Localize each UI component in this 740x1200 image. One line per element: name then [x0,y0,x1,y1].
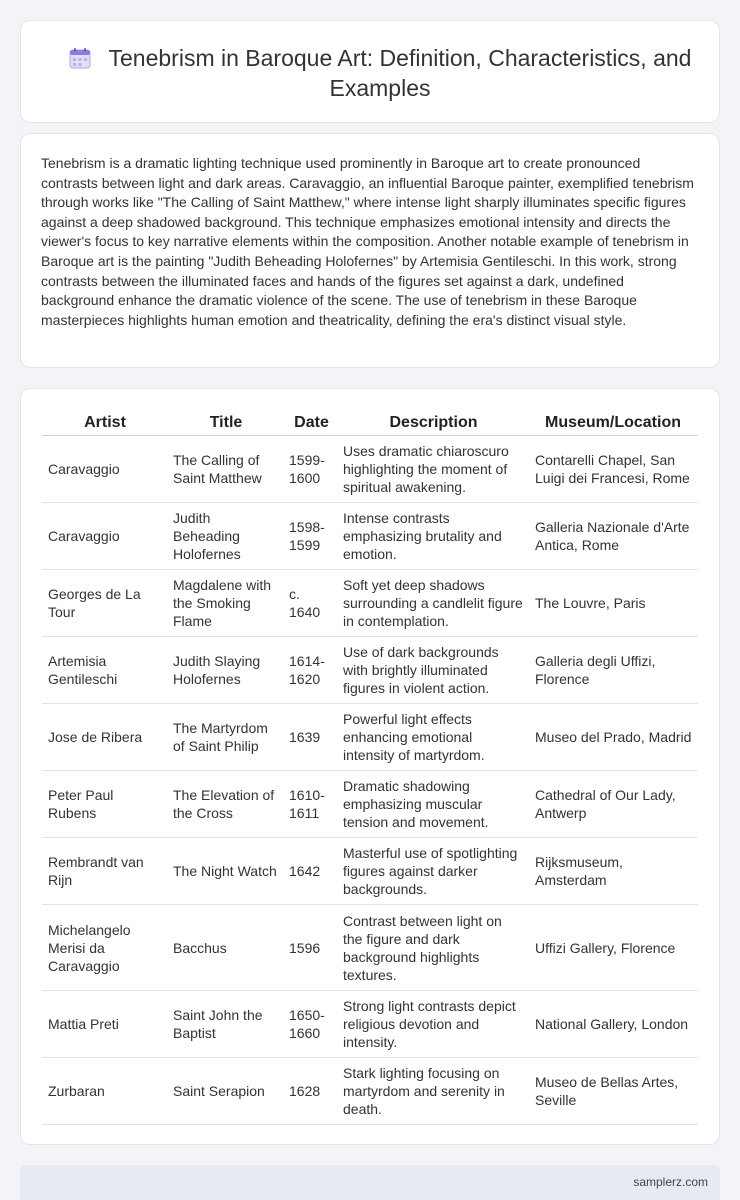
calendar-icon [69,47,91,69]
cell-museum: Contarelli Chapel, San Luigi dei Francesi, Rome [528,436,698,503]
artworks-table [42,411,698,1125]
cell-date: 1639 [284,704,339,771]
cell-date: 1628 [284,1058,339,1125]
cell-date: 1599-1600 [284,436,339,503]
cell-description: Powerful light effects enhancing emotional intensity of martyrdom. [339,704,528,771]
cell-artist: Zurbaran [42,1058,168,1125]
cell-museum: Cathedral of Our Lady, Antwerp [528,771,698,838]
cell-title: The Martyrdom of Saint Philip [168,704,284,771]
table-row [42,1058,698,1125]
page-title-wrap [61,43,699,103]
cell-artist: Peter Paul Rubens [42,771,168,838]
table-card [20,388,720,1145]
table-row [42,503,698,570]
intro-paragraph: Tenebrism is a dramatic lighting technique used prominently in Baroque art to create pronounced contrasts between light and dark areas. Caravaggio, an influential Baroque painter, exemplified tenebrism through works like "The Calling of Saint Matthew," where intense light sharply illuminates specific figures against a deep shadowed background. This technique emphasizes emotional intensity and directs the viewer's focus to key narrative elements within the composition. Another notable example of tenebrism in Baroque art is the painting "Judith Beheading Holofernes" by Artemisia Gentileschi. In this work, strong contrasts between the illuminated faces and hands of the figures set against a dark, undefined background enhance the dramatic violence of the scene. The use of tenebrism in these Baroque masterpieces highlights human emotion and theatricality, defining the era's distinct visual style. [41,155,694,328]
cell-museum: National Gallery, London [528,991,698,1058]
cell-title: Magdalene with the Smoking Flame [168,570,284,637]
table-row [42,905,698,991]
cell-title: Saint John the Baptist [168,991,284,1058]
header-artist: Artist [42,411,168,436]
cell-artist: Caravaggio [42,436,168,503]
table-row [42,704,698,771]
cell-description: Use of dark backgrounds with brightly illuminated figures in violent action. [339,637,528,704]
cell-museum: Galleria Nazionale d'Arte Antica, Rome [528,503,698,570]
header-description: Description [339,411,528,436]
page-title: Tenebrism in Baroque Art: Definition, Characteristics, and Examples [108,45,692,101]
cell-museum: Museo de Bellas Artes, Seville [528,1058,698,1125]
table-row [42,771,698,838]
cell-description: Soft yet deep shadows surrounding a candlelit figure in contemplation. [339,570,528,637]
cell-date: c. 1640 [284,570,339,637]
cell-date: 1650-1660 [284,991,339,1058]
cell-description: Contrast between light on the figure and dark background highlights textures. [339,905,528,991]
table-row [42,637,698,704]
cell-date: 1610-1611 [284,771,339,838]
cell-artist: Michelangelo Merisi da Caravaggio [42,905,168,991]
cell-museum: Museo del Prado, Madrid [528,704,698,771]
cell-description: Uses dramatic chiaroscuro highlighting the moment of spiritual awakening. [339,436,528,503]
cell-artist: Artemisia Gentileschi [42,637,168,704]
cell-title: Bacchus [168,905,284,991]
cell-artist: Caravaggio [42,503,168,570]
header-card [20,20,720,123]
header-museum: Museum/Location [528,411,698,436]
cell-title: Saint Serapion [168,1058,284,1125]
cell-artist: Jose de Ribera [42,704,168,771]
cell-date: 1642 [284,838,339,905]
cell-date: 1614-1620 [284,637,339,704]
table-row [42,570,698,637]
cell-museum: Uffizi Gallery, Florence [528,905,698,991]
cell-title: Judith Beheading Holofernes [168,503,284,570]
cell-description: Strong light contrasts depict religious devotion and intensity. [339,991,528,1058]
table-row [42,436,698,503]
cell-description: Masterful use of spotlighting figures against darker backgrounds. [339,838,528,905]
cell-title: The Elevation of the Cross [168,771,284,838]
cell-museum: Rijksmuseum, Amsterdam [528,838,698,905]
cell-title: The Calling of Saint Matthew [168,436,284,503]
table-header-row [42,411,698,436]
cell-artist: Rembrandt van Rijn [42,838,168,905]
cell-date: 1598-1599 [284,503,339,570]
cell-title: The Night Watch [168,838,284,905]
cell-description: Stark lighting focusing on martyrdom and serenity in death. [339,1058,528,1125]
cell-museum: The Louvre, Paris [528,570,698,637]
footer-site-link[interactable]: samplerz.com [633,1175,708,1189]
cell-artist: Georges de La Tour [42,570,168,637]
cell-date: 1596 [284,905,339,991]
cell-title: Judith Slaying Holofernes [168,637,284,704]
footer [20,1165,720,1200]
cell-description: Dramatic shadowing emphasizing muscular tension and movement. [339,771,528,838]
intro-card [20,133,720,368]
table-row [42,991,698,1058]
header-title: Title [168,411,284,436]
cell-description: Intense contrasts emphasizing brutality and emotion. [339,503,528,570]
cell-artist: Mattia Preti [42,991,168,1058]
cell-museum: Galleria degli Uffizi, Florence [528,637,698,704]
header-date: Date [284,411,339,436]
table-row [42,838,698,905]
